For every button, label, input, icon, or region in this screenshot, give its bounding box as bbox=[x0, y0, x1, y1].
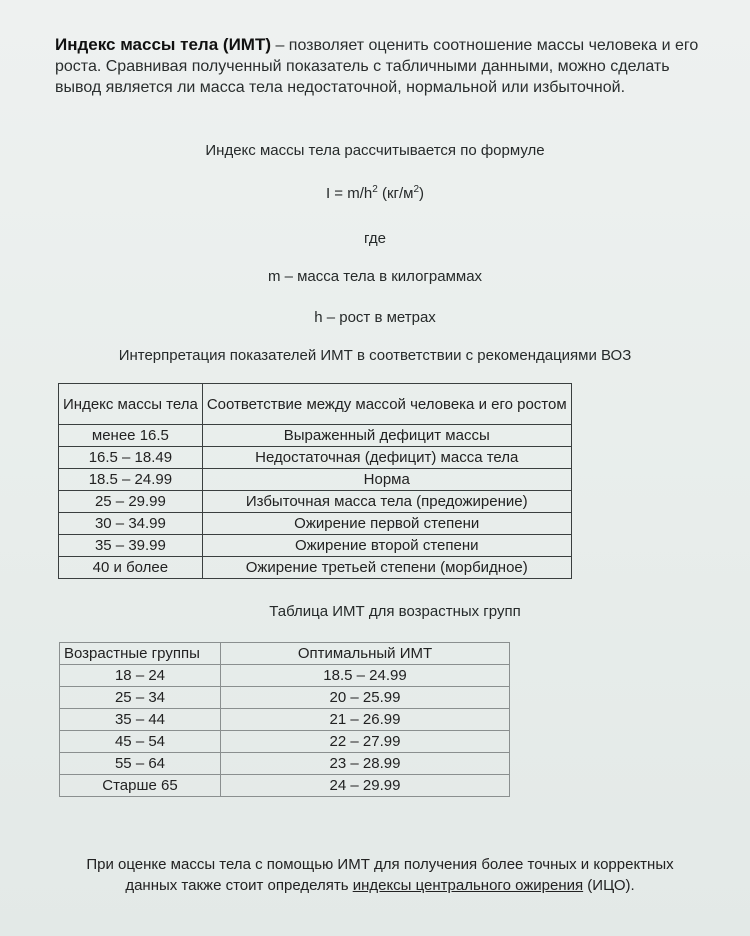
classification-cell: Ожирение третьей степени (морбидное) bbox=[202, 557, 571, 579]
age-group-cell: Старше 65 bbox=[60, 775, 221, 797]
classification-cell: Избыточная масса тела (предожирение) bbox=[202, 491, 571, 513]
who-table-title: Интерпретация показателей ИМТ в соответствии с рекомендациями ВОЗ bbox=[118, 347, 632, 364]
classification-cell: Ожирение второй степени bbox=[202, 535, 571, 557]
classification-cell: Недостаточная (дефицит) масса тела bbox=[202, 447, 571, 469]
mass-definition: m – масса тела в килограммах bbox=[267, 268, 483, 285]
optimal-bmi-cell: 21 – 26.99 bbox=[221, 709, 510, 731]
bmi-title: Индекс массы тела (ИМТ) bbox=[55, 35, 271, 54]
classification-cell: Ожирение первой степени bbox=[202, 513, 571, 535]
age-table-title: Таблица ИМТ для возрастных групп bbox=[269, 603, 521, 620]
age-group-cell: 45 – 54 bbox=[60, 731, 221, 753]
table-header-row bbox=[59, 384, 572, 425]
formula-unit-exponent: 2 bbox=[413, 184, 420, 195]
header-correspondence: Соответствие между массой человека и его ростом bbox=[202, 384, 571, 425]
footer-note bbox=[80, 854, 680, 896]
optimal-bmi-cell: 20 – 25.99 bbox=[221, 687, 510, 709]
age-group-cell: 55 – 64 bbox=[60, 753, 221, 775]
classification-cell: Выраженный дефицит массы bbox=[202, 425, 571, 447]
table-row bbox=[59, 491, 572, 513]
formula-lhs: I = m/h bbox=[325, 185, 373, 202]
optimal-bmi-cell: 18.5 – 24.99 bbox=[221, 665, 510, 687]
bmi-range-cell: 18.5 – 24.99 bbox=[59, 469, 203, 491]
bmi-range-cell: 16.5 – 18.49 bbox=[59, 447, 203, 469]
table-row bbox=[60, 665, 510, 687]
formula bbox=[0, 184, 750, 202]
bmi-range-cell: 30 – 34.99 bbox=[59, 513, 203, 535]
height-definition: h – рост в метрах bbox=[314, 309, 436, 326]
table-row bbox=[59, 535, 572, 557]
table-row bbox=[59, 513, 572, 535]
table-row bbox=[60, 709, 510, 731]
bmi-range-cell: 25 – 29.99 bbox=[59, 491, 203, 513]
optimal-bmi-cell: 23 – 28.99 bbox=[221, 753, 510, 775]
formula-unit-end: ) bbox=[419, 185, 425, 202]
table-row bbox=[60, 753, 510, 775]
table-row bbox=[59, 447, 572, 469]
table-row bbox=[60, 731, 510, 753]
table-row bbox=[59, 557, 572, 579]
table-header-row bbox=[60, 643, 510, 665]
footer-text-end: (ИЦО). bbox=[583, 877, 635, 894]
optimal-bmi-cell: 24 – 29.99 bbox=[221, 775, 510, 797]
table-row bbox=[60, 687, 510, 709]
where-label: где bbox=[364, 230, 386, 247]
optimal-bmi-cell: 22 – 27.99 bbox=[221, 731, 510, 753]
formula-intro: Индекс массы тела рассчитывается по формуле bbox=[205, 142, 545, 159]
table-row bbox=[59, 425, 572, 447]
header-bmi-index: Индекс массы тела bbox=[59, 384, 203, 425]
who-bmi-table bbox=[58, 383, 572, 579]
intro-text: – позволяет оценить соотношение массы человека и его роста. Сравнивая полученный показатель с табличными данными, можно сделать вывод является ли масса тела недостаточной, нормальной или избыточной. bbox=[55, 37, 699, 96]
bmi-range-cell: менее 16.5 bbox=[59, 425, 203, 447]
age-group-cell: 18 – 24 bbox=[60, 665, 221, 687]
table-row bbox=[59, 469, 572, 491]
bmi-range-cell: 40 и более bbox=[59, 557, 203, 579]
footer-text: При оценке массы тела с помощью ИМТ для получения более точных и корректных данных также стоит определять bbox=[86, 856, 674, 894]
table-row bbox=[60, 775, 510, 797]
central-obesity-link: индексы центрального ожирения bbox=[352, 877, 584, 894]
classification-cell: Норма bbox=[202, 469, 571, 491]
age-group-cell: 25 – 34 bbox=[60, 687, 221, 709]
formula-unit: (кг/м bbox=[377, 185, 414, 202]
header-optimal-bmi: Оптимальный ИМТ bbox=[221, 643, 510, 665]
formula-exponent: 2 bbox=[372, 184, 378, 195]
age-bmi-table bbox=[59, 642, 510, 797]
bmi-range-cell: 35 – 39.99 bbox=[59, 535, 203, 557]
header-age-groups: Возрастные группы bbox=[60, 643, 221, 665]
intro-paragraph bbox=[55, 34, 715, 98]
age-group-cell: 35 – 44 bbox=[60, 709, 221, 731]
